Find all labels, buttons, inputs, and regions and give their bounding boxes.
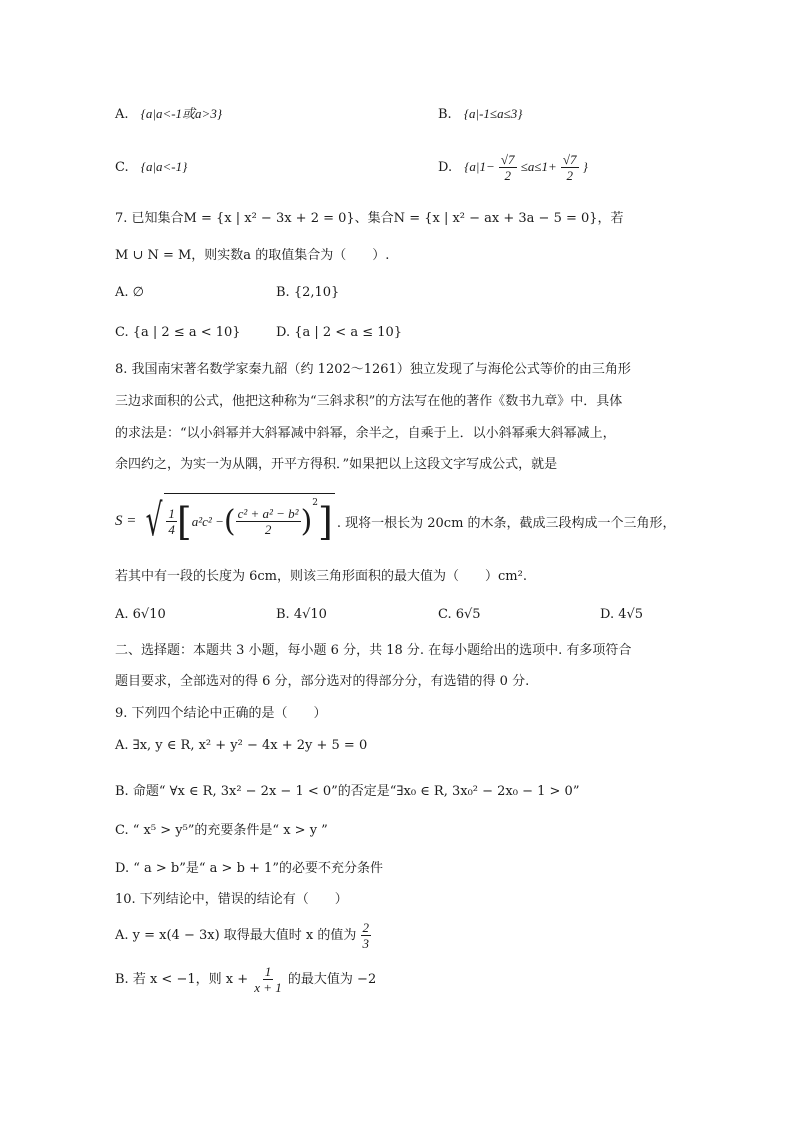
fraction — [252, 964, 284, 995]
q8-stem-line3: 的求法是：“以小斜幂并大斜幂减中斜幂，余半之，自乘于上．以小斜幂乘大斜幂减上， — [115, 426, 616, 441]
q8-stem-line4: 余四约之，为实一为从隅，开平方得积．”如果把以上这段文字写成公式，就是 — [115, 457, 558, 472]
left-bracket: [ — [176, 499, 192, 544]
exponent: 2 — [312, 498, 319, 508]
q7-stem-line2: M ∪ N = M，则实数a 的取值集合为（ ）. — [115, 248, 390, 263]
q9-option-b: B. 命题“ ∀x ∈ R, 3x² − 2x − 1 < 0”的否定是“∃x₀ ∈ R, 3x₀² − 2x₀ − 1 > 0” — [115, 784, 580, 799]
option-text-post: 的最大值为 −2 — [287, 972, 377, 987]
fraction-num: 1 — [168, 506, 175, 521]
q9-option-a: A. ∃x, y ∈ R, x² + y² − 4x + 2y + 5 = 0 — [115, 738, 368, 753]
option-text-pre: A. y = x(4 − 3x) 取得最大值时 x 的值为 — [115, 928, 357, 943]
fraction-num: √7 — [500, 152, 515, 167]
fraction-den: 2 — [264, 522, 272, 537]
left-paren: ( — [223, 503, 236, 539]
radical-sign: √ — [145, 495, 163, 546]
q8-stem-line2: 三边求面积的公式，他把这种称为“三斜求积”的方法写在他的著作《数书九章》中．具体 — [115, 394, 623, 409]
fraction-den: 4 — [168, 522, 175, 537]
option-text: {a|-1≤a≤3} — [463, 106, 523, 121]
fraction — [561, 152, 579, 183]
q9-stem: 9. 下列四个结论中正确的是（ ） — [115, 706, 327, 721]
fraction-den: 2 — [504, 168, 511, 183]
radicand — [164, 493, 334, 549]
right-bracket: ] — [318, 499, 333, 544]
q6-option-d — [438, 150, 588, 185]
option-letter: A. — [115, 107, 129, 122]
fraction-den: 3 — [362, 936, 370, 951]
q7-option-c: C. {a | 2 ≤ a < 10} — [115, 325, 241, 340]
fraction — [361, 920, 372, 951]
option-text-post: } — [582, 159, 588, 174]
fraction-num: 1 — [264, 964, 272, 979]
q7-stem-line1: 7. 已知集合M = {x | x² − 3x + 2 = 0}、集合N = {x | x² − ax + 3a − 5 = 0}，若 — [115, 211, 624, 226]
q8-stem-line5: 若其中有一段的长度为 6cm，则该三角形面积的最大值为（ ）cm². — [115, 569, 527, 584]
formula-lhs: S = — [115, 512, 137, 529]
option-text: {a|a<-1或a>3} — [140, 106, 223, 121]
q8-option-c: C. 6√5 — [438, 607, 481, 622]
option-text: {a|a<-1} — [140, 159, 188, 174]
fraction-den: x + 1 — [254, 980, 282, 995]
q9-option-d: D. “ a > b”是“ a > b + 1”的必要不充分条件 — [115, 861, 383, 876]
formula-a2c2: a²c² − — [191, 513, 224, 529]
q7-option-b: B. {2,10} — [276, 285, 340, 300]
q6-option-c — [115, 157, 187, 178]
option-letter: B. — [438, 107, 452, 122]
fraction — [499, 152, 517, 183]
option-text-pre: B. 若 x < −1，则 x + — [115, 972, 249, 987]
q10-stem: 10. 下列结论中，错误的结论有（ ） — [115, 892, 348, 907]
option-text-mid: ≤a≤1+ — [520, 159, 557, 174]
right-paren: ) — [300, 503, 313, 539]
q7-option-d: D. {a | 2 < a ≤ 10} — [276, 325, 403, 340]
q10-option-b — [115, 962, 376, 998]
q8-option-b: B. 4√10 — [276, 607, 327, 622]
q8-option-d: D. 4√5 — [600, 607, 644, 622]
fraction-num: c² + a² − b² — [237, 506, 299, 521]
q6-option-a — [115, 104, 222, 125]
formula-trailing-text: . 现将一根长为 20cm 的木条，截成三段构成一个三角形， — [336, 515, 676, 531]
formula-sqrt — [140, 493, 334, 549]
fraction-den: 2 — [566, 168, 573, 183]
q8-stem-line1: 8. 我国南宋著名数学家秦九韶（约 1202～1261）独立发现了与海伦公式等价的由三角形 — [115, 362, 631, 377]
q6-option-b — [438, 104, 522, 125]
q8-option-a: A. 6√10 — [115, 607, 166, 622]
option-letter: C. — [115, 160, 129, 175]
fraction — [236, 506, 301, 537]
section2-heading-line1: 二、选择题：本题共 3 小题，每小题 6 分，共 18 分. 在每小题给出的选项中. 有多项符合 — [115, 643, 632, 658]
fraction-num: √7 — [562, 152, 577, 167]
option-letter: D. — [438, 160, 453, 175]
q7-option-a: A. ∅ — [115, 285, 144, 300]
fraction-num: 2 — [362, 920, 370, 935]
option-text-pre: {a|1− — [464, 159, 495, 174]
q9-option-c: C. “ x⁵ > y⁵”的充要条件是“ x > y ” — [115, 823, 328, 838]
q10-option-a — [115, 918, 371, 954]
section2-heading-line2: 题目要求，全部选对的得 6 分，部分选对的得部分分，有选错的得 0 分. — [115, 674, 530, 689]
qin-jiushao-formula — [115, 492, 676, 550]
fraction — [166, 506, 177, 537]
